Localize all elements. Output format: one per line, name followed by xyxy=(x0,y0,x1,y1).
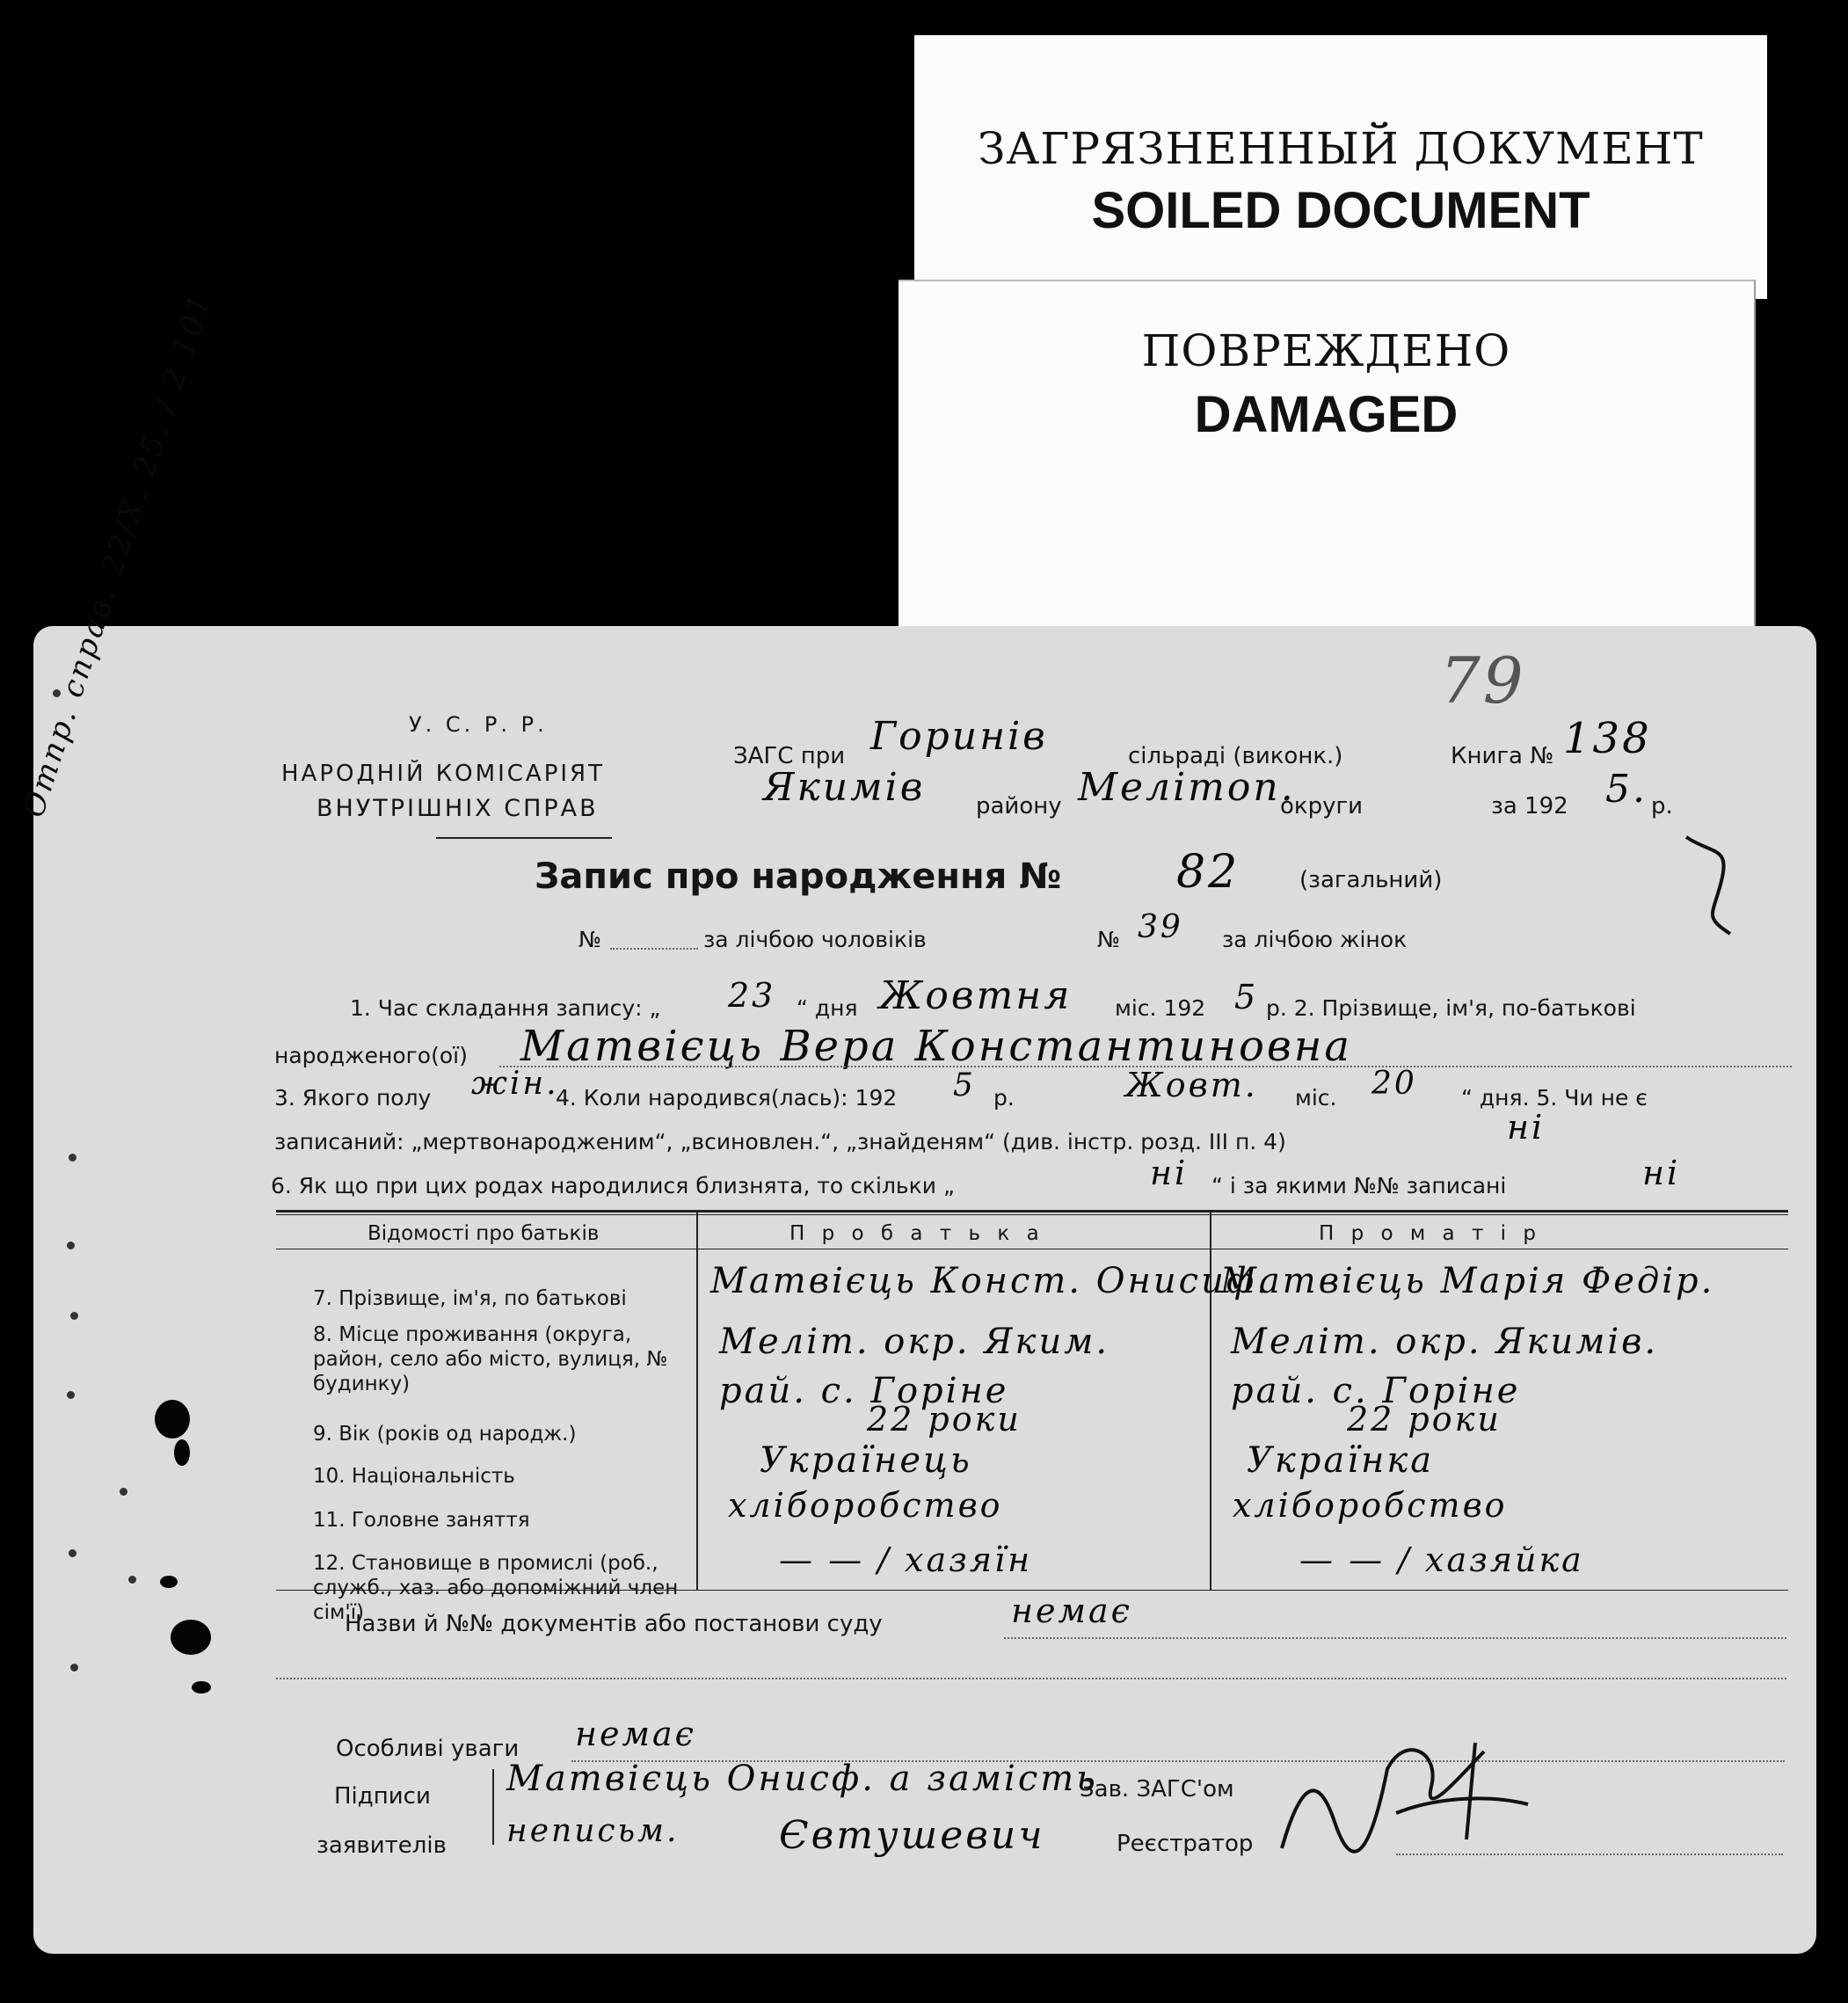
margin-dot xyxy=(67,1391,75,1399)
women-prefix: № xyxy=(1097,927,1121,952)
mother-occupation: хліборобство xyxy=(1233,1486,1508,1525)
soiled-document-label xyxy=(914,35,1767,299)
head-label: Зав. ЗАГС'ом xyxy=(1080,1776,1234,1803)
mother-nationality: Українка xyxy=(1247,1440,1435,1481)
line3-day: 20 xyxy=(1371,1066,1417,1102)
table-col-divider xyxy=(696,1210,698,1590)
margin-dot xyxy=(69,1549,76,1557)
father-occupation: хліборобство xyxy=(728,1486,1003,1525)
documents-value: немає xyxy=(1011,1591,1132,1630)
soiled-label-en: SOILED DOCUMENT xyxy=(1091,182,1590,239)
documents-rule xyxy=(1004,1637,1786,1639)
men-label: за лічбою чоловіків xyxy=(703,927,927,952)
line1-day: 23 xyxy=(728,976,776,1015)
soiled-label-ru: ЗАГРЯЗНЕННЫЙ ДОКУМЕНТ xyxy=(978,123,1704,174)
record-number: 82 xyxy=(1176,846,1240,899)
head-signature-scribble xyxy=(1264,1716,1546,1875)
notes-label: Особливі уваги xyxy=(336,1736,520,1762)
line1-day-label: “ дня xyxy=(797,995,858,1021)
line5-label: 6. Як що при цих родах народилися близнята, то скільки „ xyxy=(271,1173,955,1198)
table-col-header-father: П р о б а т ь к а xyxy=(789,1222,1044,1245)
registrar-signature: Євтушевич xyxy=(779,1813,1045,1858)
margin-dot xyxy=(67,1242,75,1249)
zags-value: Горинів xyxy=(870,714,1048,759)
line3-mis: міс. xyxy=(1295,1085,1337,1111)
mother-status: — — / хазяйка xyxy=(1299,1540,1584,1579)
margin-dot xyxy=(120,1488,127,1496)
okruha-label: округи xyxy=(1280,793,1364,819)
line3-born-year: 5 xyxy=(953,1067,976,1103)
selrada-label: сільраді (виконк.) xyxy=(1128,743,1343,769)
signature-bracket xyxy=(492,1769,494,1845)
okruha-value: Мелітоп. xyxy=(1078,765,1296,810)
row-label-status: 12. Становище в промислі (роб., служб., хаз. або допоміжний член сім'ї) xyxy=(313,1552,679,1624)
line1-month: Жовтня xyxy=(879,973,1073,1018)
margin-scribble xyxy=(1677,828,1757,951)
mother-residence: Меліт. окр. Якимів. рай. с. Горіне xyxy=(1231,1322,1659,1411)
women-value: 39 xyxy=(1138,909,1183,945)
line2-label: народженого(ої) xyxy=(274,1043,468,1068)
line5-mid: “ і за якими №№ записані xyxy=(1211,1173,1507,1198)
margin-dot xyxy=(69,1154,76,1162)
row-label-residence: 8. Місце проживання (округа, район, село або місто, вулиця, № будинку) xyxy=(313,1323,668,1395)
line3-sex: жін. xyxy=(471,1066,559,1102)
signature-applicant-2: неписьм. xyxy=(506,1813,680,1849)
row-label-name: 7. Прізвище, ім'я, по батькові xyxy=(313,1287,627,1310)
rayon-value: Якимів xyxy=(763,765,926,810)
signatures-label-1: Підписи xyxy=(334,1783,431,1810)
commissariat-line2: ВНУТРІШНІХ СПРАВ xyxy=(316,795,599,822)
line5-value1: ні xyxy=(1150,1154,1189,1192)
line3-rest: “ дня. 5. Чи не є xyxy=(1461,1085,1648,1111)
line3-month: Жовт. xyxy=(1125,1066,1258,1104)
signatures-label-2: заявителів xyxy=(316,1832,447,1859)
margin-note: Отпр. справ. 22/X. 25. / 2 101 xyxy=(16,288,220,822)
book-value: 138 xyxy=(1563,714,1652,763)
damage-hole xyxy=(171,1620,211,1655)
rayon-label: району xyxy=(976,793,1062,819)
father-status: — — / хазяїн xyxy=(779,1540,1033,1579)
signature-applicant-1: Матвієць Онисф. а замість xyxy=(506,1759,1098,1799)
row-label-age: 9. Вік (років од народж.) xyxy=(313,1423,577,1446)
damaged-label-en: DAMAGED xyxy=(1194,386,1459,443)
damage-hole xyxy=(155,1400,190,1439)
table-top-rule xyxy=(276,1210,1788,1213)
margin-dot xyxy=(128,1576,136,1584)
line1-year: 5 xyxy=(1234,978,1259,1016)
year-suffix: р. xyxy=(1651,793,1673,819)
line3-label: 3. Якого полу xyxy=(274,1085,432,1111)
father-residence: Меліт. окр. Яким. рай. с. Горіне xyxy=(719,1322,1110,1411)
women-label: за лічбою жінок xyxy=(1222,927,1408,952)
damage-hole xyxy=(160,1576,178,1588)
damage-hole xyxy=(174,1439,190,1466)
damage-hole xyxy=(192,1681,211,1693)
damaged-label-ru: ПОВРЕЖДЕНО xyxy=(1141,325,1511,376)
documents-label: Назви й №№ документів або постанови суду xyxy=(345,1611,883,1637)
line3-born-label: 4. Коли народився(лась): 192 xyxy=(556,1085,898,1111)
registrar-label: Реєстратор xyxy=(1117,1831,1254,1857)
father-name: Матвієць Конст. Онисиф. xyxy=(710,1261,1270,1301)
form-title: Запис про народження № xyxy=(535,856,1062,897)
commissariat-line1: НАРОДНІЙ КОМІСАРІЯТ xyxy=(281,761,605,787)
margin-dot xyxy=(70,1664,78,1672)
men-prefix: № xyxy=(578,927,602,952)
line2-value: Матвієць Вера Константиновна xyxy=(520,1022,1353,1071)
zags-prefix: ЗАГС при xyxy=(733,743,846,769)
damaged-document-label xyxy=(899,280,1756,630)
table-col-header-info: Відомості про батьків xyxy=(367,1222,600,1245)
ussr-header: У. С. Р. Р. xyxy=(409,712,548,737)
row-label-occupation: 11. Головне заняття xyxy=(313,1509,530,1532)
documents-rule-2 xyxy=(276,1678,1786,1679)
header-rule xyxy=(436,837,612,839)
table-col-header-mother: П р о м а т і р xyxy=(1319,1222,1541,1245)
line3-r: р. xyxy=(993,1085,1015,1111)
line1-rest: р. 2. Прізвище, ім'я, по-батькові xyxy=(1266,995,1636,1021)
year-prefix: за 192 xyxy=(1491,793,1568,819)
notes-value: немає xyxy=(575,1715,696,1753)
father-age: 22 роки xyxy=(867,1400,1022,1439)
line1-label: 1. Час складання запису: „ xyxy=(350,995,661,1021)
line5-value2: ні xyxy=(1642,1154,1681,1192)
row-label-nationality: 10. Національність xyxy=(313,1465,515,1488)
men-line xyxy=(610,948,698,950)
table-top-rule-2 xyxy=(276,1214,1788,1215)
mother-age: 22 роки xyxy=(1347,1400,1502,1439)
year-value: 5. xyxy=(1605,767,1648,812)
mother-name: Матвієць Марія Федір. xyxy=(1220,1261,1715,1301)
line1-month-label: міс. 192 xyxy=(1115,995,1206,1021)
line4-label: записаний: „мертвонародженим“, „всиновлен.“, „знайденям“ (див. інстр. розд. III п. 4) xyxy=(274,1129,1286,1154)
record-type: (загальний) xyxy=(1299,867,1443,893)
father-nationality: Українець xyxy=(760,1440,972,1481)
book-label: Книга № xyxy=(1451,743,1554,769)
line4-value: ні xyxy=(1507,1108,1546,1147)
book-pencil-number: 79 xyxy=(1440,644,1526,717)
margin-dot xyxy=(70,1312,78,1320)
